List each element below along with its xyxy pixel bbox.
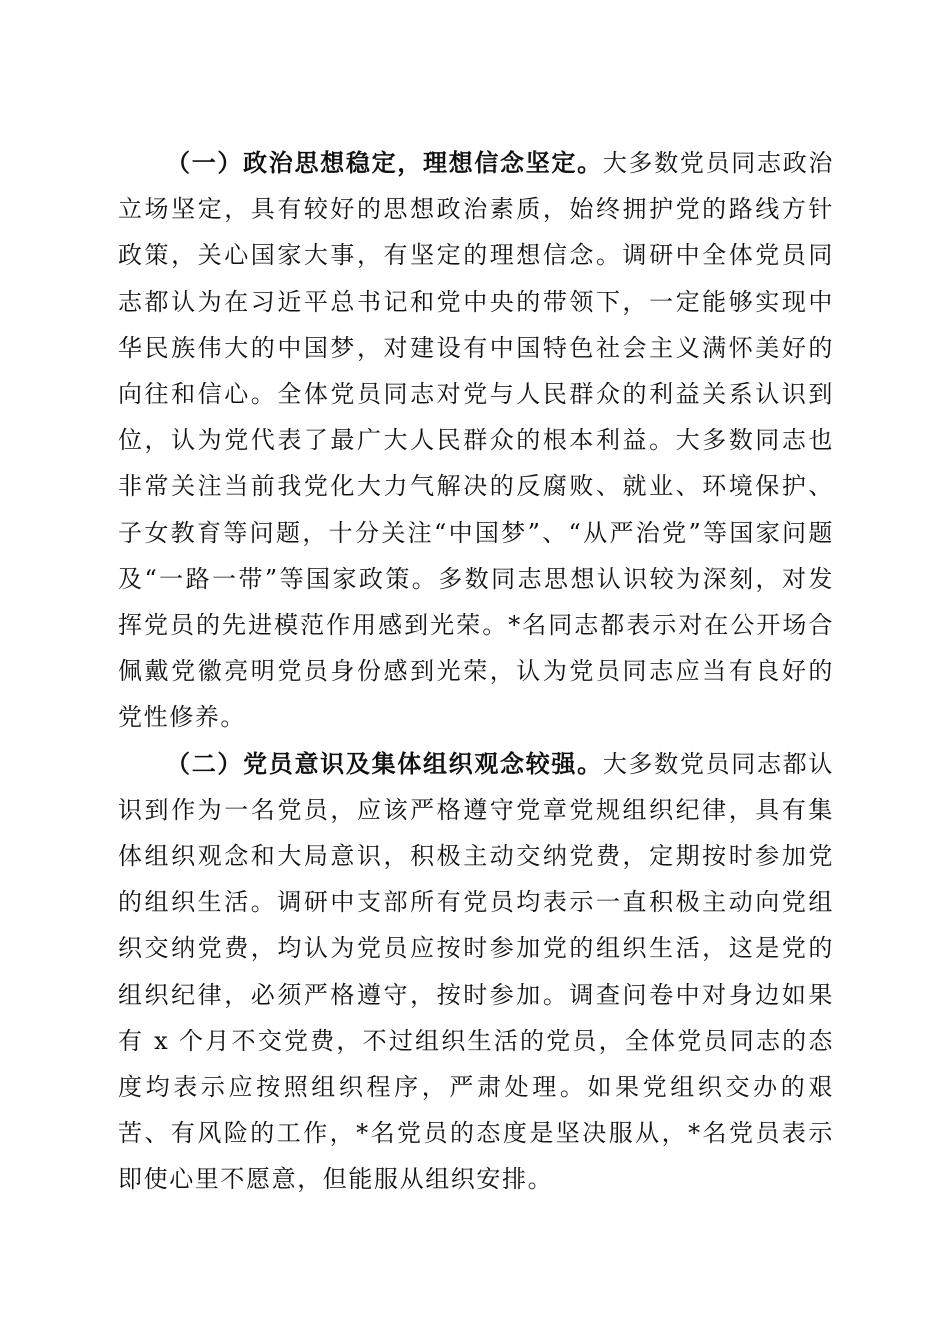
paragraph-heading: （二）党员意识及集体组织观念较强。 xyxy=(166,749,603,778)
paragraph-party-awareness xyxy=(118,741,834,1203)
document-body xyxy=(118,140,834,1203)
paragraph-political-thought xyxy=(118,140,834,741)
paragraph-heading: （一）政治思想稳定，理想信念坚定。 xyxy=(166,149,603,177)
paragraph-text: 大多数党员同志都认识到作为一名党员，应该严格遵守党章党规组织纪律，具有集体组织观念和大局意识，积极主动交纳党费，定期按时参加党的组织生活。调研中支部所有党员均表示一直积极主动向党组织交纳党费，均认为党员应按时参加党的组织生活，这是党的组织纪律，必须严格遵守，按时参加。调查问卷中对身边如果有 x 个月不交党费，不过组织生活的党员，全体党员同志的态度均表示应按照组织程序，严肃处理。如果党组织交办的艰苦、有风险的工作，*名党员的态度是坚决服从，*名党员表示即使心里不愿意，但能服从组织安排。 xyxy=(118,749,834,1194)
paragraph-text: 大多数党员同志政治立场坚定，具有较好的思想政治素质，始终拥护党的路线方针政策，关心国家大事，有坚定的理想信念。调研中全体党员同志都认为在习近平总书记和党中央的带领下，一定能够实现中华民族伟大的中国梦，对建设有中国特色社会主义满怀美好的向往和信心。全体党员同志对党与人民群众的利益关系认识到位，认为党代表了最广大人民群众的根本利益。大多数同志也非常关注当前我党化大力气解决的反腐败、就业、环境保护、子女教育等问题，十分关注“中国梦”、“从严治党”等国家问题及“一路一带”等国家政策。多数同志思想认识较为深刻，对发挥党员的先进模范作用感到光荣。*名同志都表示对在公开场合佩戴党徽亮明党员身份感到光荣，认为党员同志应当有良好的党性修养。 xyxy=(118,149,834,732)
